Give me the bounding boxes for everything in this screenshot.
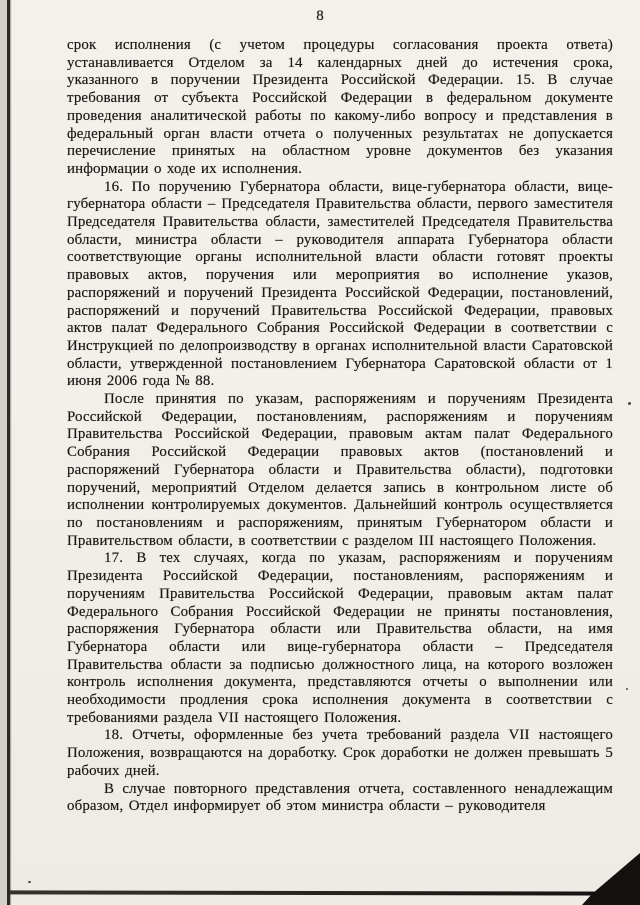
paragraph-final: В случае повторного представления отчета, составленного ненадлежащим образом, Отдел информирует об этом министра области – руководителя	[67, 780, 613, 815]
paragraph-continuation: срок исполнения (с учетом процедуры согласования проекта ответа) устанавливается Отделом за 14 календарных дней до истечения срока, указанного в поручении Президента Российской Федерации. 15. В случае требования от субъекта Российской Федерации в федеральном документе проведения аналитической работы по какому-либо вопросу и представления в федеральный орган власти отчета о полученных результатах не допускается перечисление принятых на областном уровне документов без указания информации о ходе их исполнения.	[67, 37, 613, 177]
document-body	[67, 37, 613, 816]
paragraph-item-16: 16. По поручению Губернатора области, вице-губернатора области, вице-губернатора области – Председателя Правительства области, первого заместителя Председателя Правительства области, заместителей Председателя Правительства области, министра области – руководителя аппарата Губернатора области соответствующие органы исполнительной власти области готовят проекты правовых актов, поручения или мероприятия во исполнение указов, распоряжений и поручений Президента Российской Федерации, постановлений, распоряжений и поручений Правительства Российской Федерации, правовых актов палат Федерального Собрания Российской Федерации в соответствии с Инструкцией по делопроизводству в органах исполнительной власти Саратовской области, утвержденной постановлением Губернатора Саратовской области от 1 июня 2006 года № 88.	[67, 178, 613, 390]
scan-artifact-speck	[28, 881, 31, 883]
scan-artifact-speck	[628, 402, 631, 405]
scan-artifact-left-edge-line	[7, 0, 10, 905]
scan-artifact-left-margin	[0, 0, 7, 905]
page-number: 8	[316, 8, 324, 24]
paragraph-item-17: 17. В тех случаях, когда по указам, распоряжениям и поручениям Президента Российской Федерации, постановлениям, распоряжениям и поручениям Правительства Российской Федерации, правовым актам палат Федерального Собрания Российской Федерации не приняты постановления, распоряжения Губернатора области или Правительства области, на имя Губернатора области или вице-губернатора области – Председателя Правительства области за подписью должностного лица, на которого возложен контроль исполнения документа, представляются отчеты о выполнении или необходимости продления срока исполнения документа в соответствии с требованиями раздела VII настоящего Положения.	[67, 550, 613, 726]
paragraph-after-16: После принятия по указам, распоряжениям и поручениям Президента Российской Федерации, постановлениям, распоряжениям и поручениям Правительства Российской Федерации, правовым актам палат Федерального Собрания Российской Федерации правовых актов (постановлений и распоряжений Губернатора области и Правительства области), подготовки поручений, мероприятий Отделом делается запись в контрольном листе об исполнении контролируемых документов. Дальнейший контроль осуществляется по постановлениям и распоряжениям, принятым Губернатором области и Правительством области, в соответствии с разделом III настоящего Положения.	[67, 391, 613, 549]
scan-artifact-corner-blob	[582, 853, 640, 905]
paragraph-item-18: 18. Отчеты, оформленные без учета требований раздела VII настоящего Положения, возвращаются на доработку. Срок доработки не должен превышать 5 рабочих дней.	[67, 727, 613, 779]
scan-artifact-speck	[626, 688, 628, 690]
scan-artifact-bottom-edge-line	[10, 890, 640, 895]
